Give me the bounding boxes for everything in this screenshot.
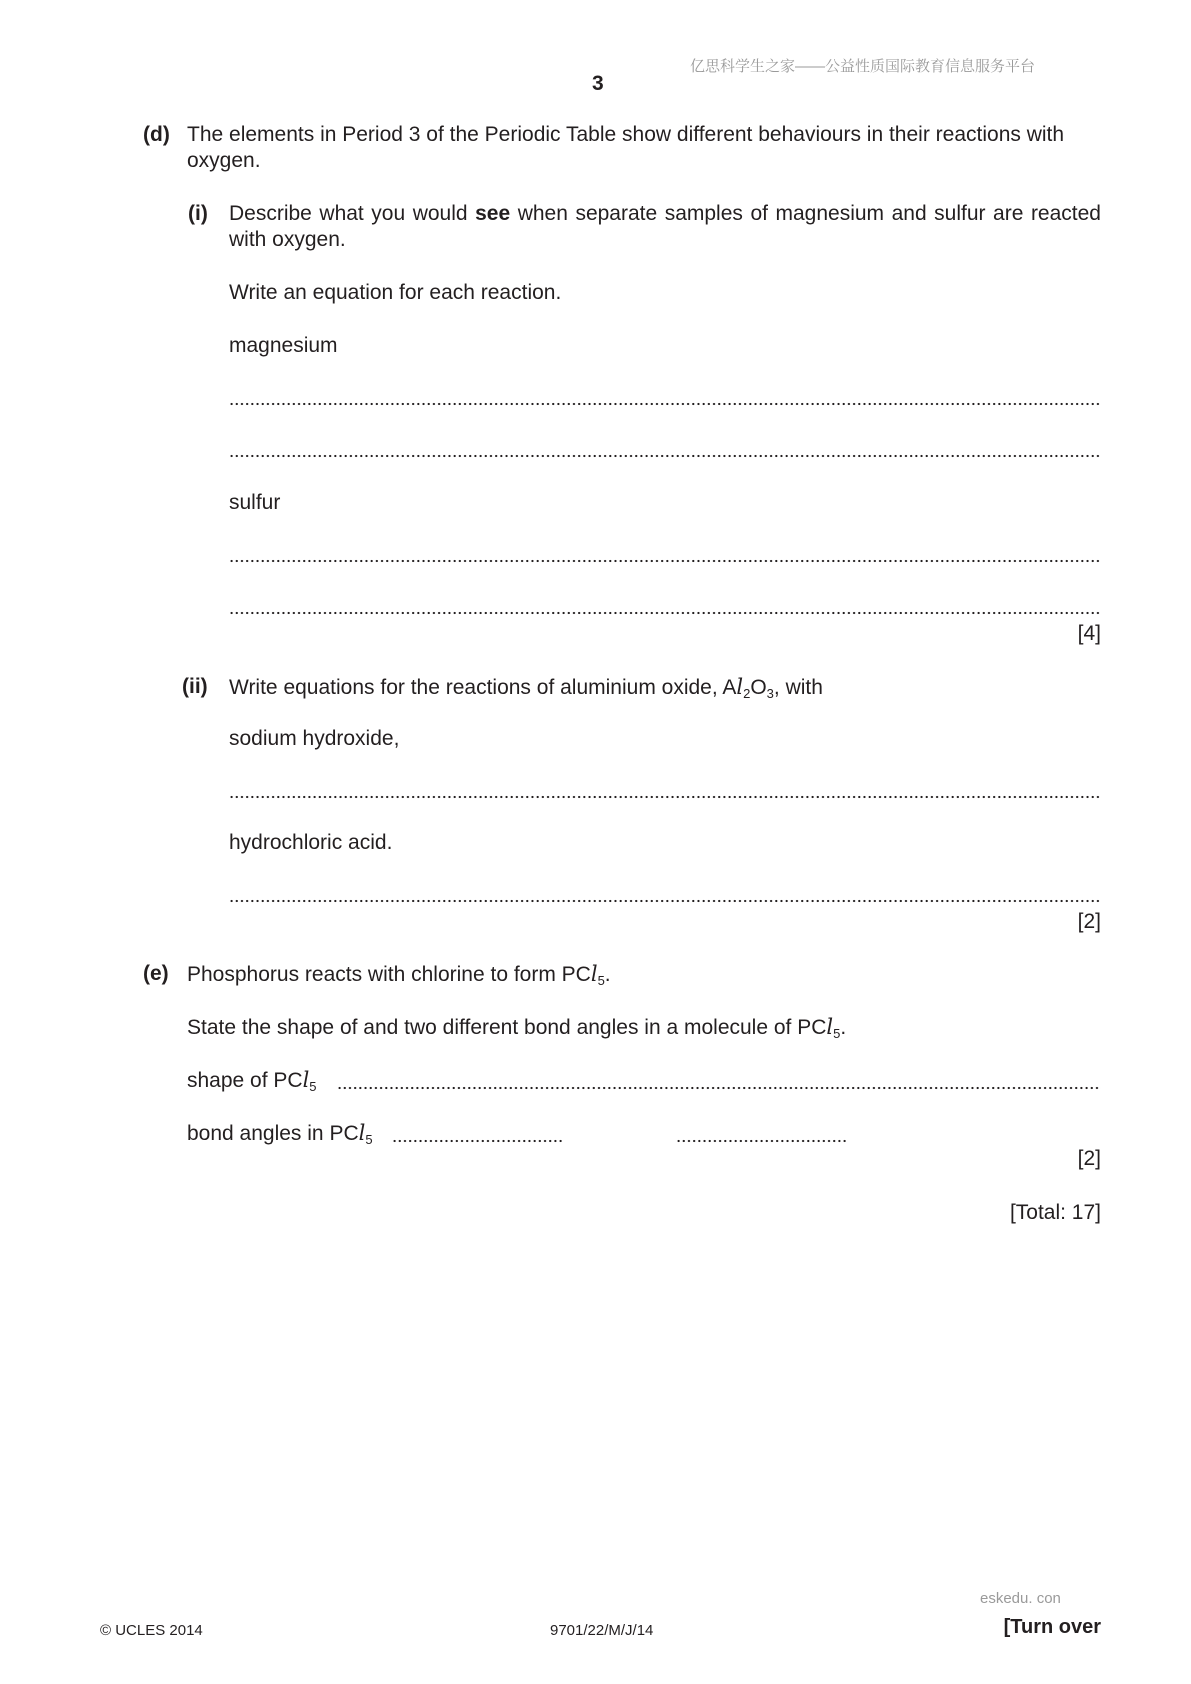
footer-site-watermark: eskedu. con: [980, 1590, 1061, 1607]
magnesium-label: magnesium: [229, 334, 338, 357]
part-e-label: (e): [143, 962, 169, 985]
chem-ell: l: [590, 962, 598, 986]
magnesium-answer-line-2[interactable]: [229, 454, 1101, 458]
question-text-start: Describe what you would: [229, 202, 476, 225]
chem-ell: l: [302, 1068, 310, 1092]
footer-turn-over: [Turn over: [1003, 1616, 1101, 1638]
footer-copyright: © UCLES 2014: [100, 1622, 203, 1639]
part-d-label: (d): [143, 123, 170, 146]
chem-ell: l: [826, 1015, 834, 1039]
naoh-answer-line[interactable]: [229, 795, 1101, 799]
footer-paper-code: 9701/22/M/J/14: [550, 1622, 654, 1639]
question-text: Write equations for the reactions of aluminium oxide, A: [229, 676, 737, 699]
subscript: 5: [833, 1026, 841, 1041]
part-e-intro: [187, 961, 611, 988]
part-d-i-marks: [4]: [1077, 622, 1101, 645]
equation-instruction: Write an equation for each reaction.: [229, 281, 562, 304]
question-text-end: , with: [773, 676, 823, 699]
shape-label-text: shape of PC: [187, 1069, 303, 1092]
part-d-ii-question: [229, 674, 823, 701]
oxygen-symbol: O: [750, 676, 767, 699]
chem-ell: l: [736, 675, 744, 699]
header-watermark: 亿思科学生之家——公益性质国际教育信息服务平台: [690, 58, 1036, 75]
sulfur-answer-line-1[interactable]: [229, 559, 1101, 563]
subscript: 2: [743, 686, 751, 701]
period: .: [840, 1016, 847, 1039]
hcl-answer-line[interactable]: [229, 899, 1101, 903]
subscript: 5: [309, 1079, 317, 1094]
subscript: 3: [766, 686, 774, 701]
bond-angles-label-text: bond angles in PC: [187, 1122, 359, 1145]
part-e-instruction: [187, 1014, 846, 1041]
chem-ell: l: [358, 1121, 366, 1145]
instruction-text: State the shape of and two different bond angles in a molecule of PC: [187, 1016, 827, 1039]
sulfur-label: sulfur: [229, 491, 281, 514]
part-d-i-label: (i): [188, 202, 208, 225]
part-d-intro: The elements in Period 3 of the Periodic Table show different behaviours in their reactions with oxygen.: [187, 123, 1065, 172]
bond-angles-label: [187, 1120, 373, 1147]
part-d-ii-marks: [2]: [1077, 910, 1101, 933]
subscript: 5: [365, 1132, 373, 1147]
shape-label: [187, 1067, 317, 1094]
question-text-end: when separate samples of magnesium and sulfur are reacted with oxygen.: [229, 202, 1101, 251]
sulfur-answer-line-2[interactable]: [229, 611, 1101, 615]
part-e-marks: [2]: [1077, 1147, 1101, 1170]
magnesium-answer-line-1[interactable]: [229, 402, 1101, 406]
page-number: 3: [592, 72, 604, 95]
hcl-label: hydrochloric acid.: [229, 831, 393, 854]
period: .: [604, 963, 611, 986]
part-d-i-question: [229, 201, 1101, 253]
question-emphasis: see: [475, 202, 511, 225]
subscript: 5: [597, 973, 605, 988]
part-d-ii-label: (ii): [182, 675, 208, 698]
bond-angle-2-answer-line[interactable]: [676, 1139, 848, 1143]
total-marks: [Total: 17]: [1009, 1201, 1101, 1224]
bond-angle-1-answer-line[interactable]: [392, 1139, 564, 1143]
naoh-label: sodium hydroxide,: [229, 727, 400, 750]
shape-answer-line[interactable]: [337, 1086, 1101, 1090]
intro-text: Phosphorus reacts with chlorine to form PC: [187, 963, 591, 986]
